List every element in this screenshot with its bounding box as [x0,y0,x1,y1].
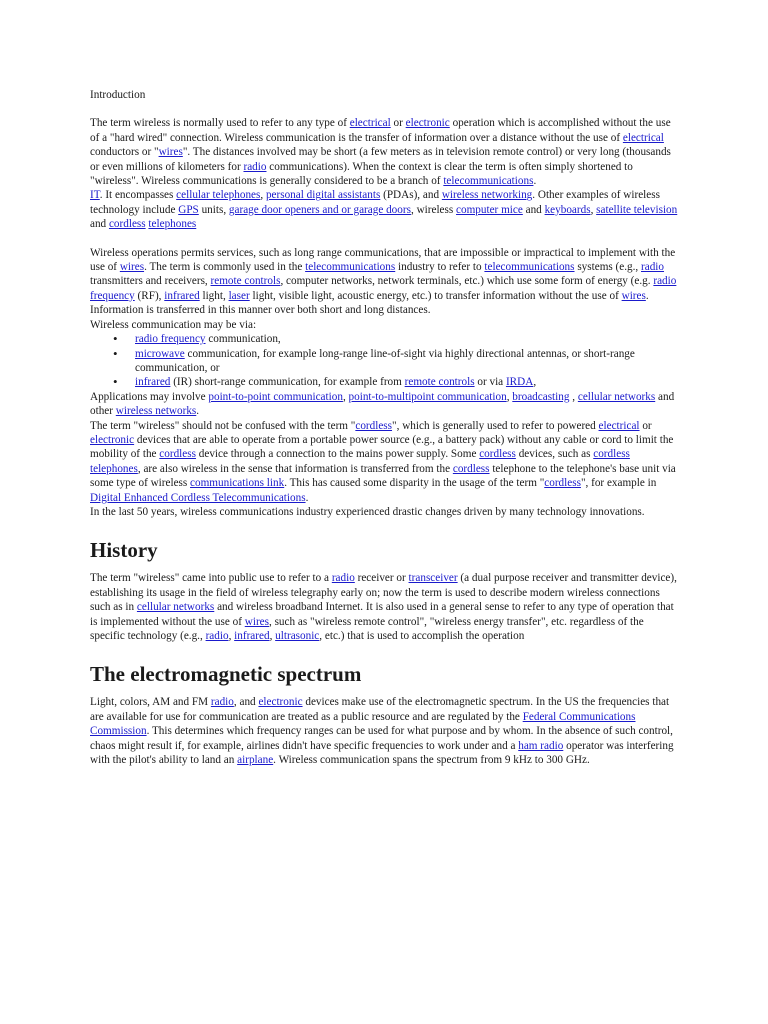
intro-paragraph-3: Wireless operations permits services, such as long range communications, that are impossible or impractical to implement with the use of wires. The term is commonly used in the telecommunications industry to refer to telecommunications systems (e.g., radio transmitters and receivers, remote controls, computer networks, network terminals, etc.) which use some form of energy (e.g. radio frequency (RF), infrared light, laser light, visible light, acoustic energy, etc.) to transfer information without the use of wires. Information is transferred in this manner over both short and long distances. [90,246,677,317]
intro-paragraph-5: The term "wireless" should not be confused with the term "cordless", which is generally used to refer to powered electrical or electronic devices that are able to operate from a portable power source (e.g., a battery pack) without any cable or cord to limit the mobility of the cordless device through a connection to the mains power supply. Some cordless devices, such as cordless telephones, are also wireless in the sense that information is transferred from the cordless telephone to the telephone's base unit via some type of wireless communications link. This has caused some disparity in the usage of the term "cordless", for example in Digital Enhanced Cordless Telecommunications. [90,419,676,504]
inline-link[interactable]: broadcasting [512,390,570,403]
inline-link[interactable]: cordless [544,477,581,490]
inline-link[interactable]: IRDA [505,376,534,389]
inline-link[interactable]: cellular networks [136,601,215,614]
inline-link[interactable]: laser [228,289,250,302]
inline-link[interactable]: airplane [237,754,274,767]
inline-link[interactable]: wireless networks [115,405,197,418]
intro-paragraph-6: In the last 50 years, wireless communications industry experienced drastic changes driven by many technology innovations. [90,505,645,518]
inline-link[interactable]: transceiver [408,572,458,585]
introduction-label: Introduction [90,89,146,101]
inline-link[interactable]: satellite television [596,203,678,216]
inline-link[interactable]: electronic [258,696,303,709]
inline-link[interactable]: point-to-multipoint communication [348,390,507,403]
history-paragraph: The term "wireless" came into public use to refer to a radio receiver or transceiver (a dual purpose receiver and transmitter device), establishing its usage in the field of wireless telegraphy early on; now the term is used to describe modern wireless connections such as in cellular networks and wireless broadband Internet. It is also used in a general sense to refer to any type of operation that is implemented without the use of wires, such as "wireless remote control", "wireless energy transfer", etc. regardless of the specific technology (e.g., radio, infrared, ultrasonic, etc.) that is used to accomplish the operation [90,572,677,642]
inline-link[interactable]: microwave [135,347,185,360]
inline-link[interactable]: ham radio [518,739,564,752]
inline-link[interactable]: wires [621,289,646,302]
inline-link[interactable]: telephones [90,462,138,475]
inline-link[interactable]: electrical [349,117,391,130]
inline-link[interactable]: infrared [164,289,200,302]
inline-link[interactable]: wires [119,261,145,274]
inline-link[interactable]: infrared [135,376,171,389]
inline-link[interactable]: radio frequency [90,275,677,302]
spectrum-paragraph: Light, colors, AM and FM radio, and electronic devices make use of the electromagnetic spectrum. In the US the frequencies that are available for use for communication are treated as a public resource and are regulated by the Federal Communications Commission. This determines which frequency ranges can be used for what purpose and by whom. In the absence of such control, chaos might result if, for example, airlines didn't have specific frequencies to work under and a ham radio operator was interfering with the pilot's ability to land an airplane. Wireless communication spans the spectrum from 9 kHz to 300 GHz. [90,696,674,767]
inline-link[interactable]: cordless [159,448,196,461]
inline-link[interactable]: radio [243,160,267,173]
inline-link[interactable]: telecommunications [484,261,575,274]
inline-link[interactable]: telephones [148,218,197,231]
inline-link[interactable]: cordless [452,462,490,475]
intro-paragraph-2: IT. It encompasses cellular telephones, personal digital assistants (PDAs), and wireless networking. Other examples of wireless technology include GPS units, garage door openers and or garage doors, wireless computer mice and keyboards, satellite television and cordless telephones [90,189,678,231]
inline-link[interactable]: radio [331,572,355,585]
inline-link[interactable]: cordless [479,448,516,461]
inline-link[interactable]: telecommunications [305,261,396,274]
inline-link[interactable]: telecommunications [443,175,534,188]
inline-link[interactable]: keyboards [544,203,591,216]
inline-link[interactable]: remote controls [404,376,475,389]
inline-link[interactable]: Federal Communications Commission [90,710,636,738]
inline-link[interactable]: IT [90,189,100,202]
list-item: • microwave communication, for example long-range line-of-sight via highly directional antennas, or short-range communication, or [135,347,680,376]
inline-link[interactable]: wires [244,615,269,628]
inline-link[interactable]: Digital Enhanced Cordless Telecommunications [90,491,306,504]
inline-link[interactable]: electronic [90,433,135,446]
list-item: • radio frequency communication, [135,332,680,346]
intro-paragraph-4: Applications may involve point-to-point communication, point-to-multipoint communication, broadcasting , cellular networks and other wireless networks. [90,390,675,418]
inline-link[interactable]: personal digital assistants [265,189,381,202]
inline-link[interactable]: electronic [405,117,450,130]
inline-link[interactable]: communications link [190,477,285,490]
inline-link[interactable]: infrared [234,630,270,642]
inline-link[interactable]: radio frequency [135,333,206,346]
inline-link[interactable]: computer mice [456,203,523,216]
inline-link[interactable]: garage door openers and or garage doors [228,203,411,216]
intro-paragraph-1: The term wireless is normally used to refer to any type of electrical or electronic operation which is accomplished without the use of a "hard wired" connection. Wireless communication is the transfer of information over a distance without the use of electrical conductors or "wires". The distances involved may be short (a few meters as in television remote control) or very long (thousands or even millions of kilometers for radio communications). When the context is clear the term is often simply shortened to "wireless". Wireless communications is generally considered to be a branch of telecommunications. [90,117,671,188]
inline-link[interactable]: ultrasonic [275,630,320,642]
inline-link[interactable]: wireless networking [441,189,533,202]
inline-link[interactable]: cellular telephones [176,189,261,202]
via-list [90,332,680,390]
inline-link[interactable]: cordless [355,419,393,432]
inline-link[interactable]: cordless [108,218,146,231]
inline-link[interactable]: electrical [622,131,664,144]
spectrum-heading: The electromagnetic spectrum [90,662,362,687]
inline-link[interactable]: point-to-point communication [208,390,343,403]
inline-link[interactable]: GPS [178,203,199,216]
inline-link[interactable]: wires [158,146,183,159]
inline-link[interactable]: radio [210,696,234,709]
history-heading: History [90,538,158,563]
inline-link[interactable]: electrical [598,419,640,432]
list-item: • infrared (IR) short-range communication, for example from remote controls or via IRDA, [135,375,680,389]
inline-link[interactable]: cordless [593,448,630,461]
inline-link[interactable]: radio [205,630,229,642]
inline-link[interactable]: remote controls [210,275,281,288]
inline-link[interactable]: radio [641,261,665,274]
via-line: Wireless communication may be via: [90,318,257,331]
inline-link[interactable]: cellular networks [577,390,656,403]
